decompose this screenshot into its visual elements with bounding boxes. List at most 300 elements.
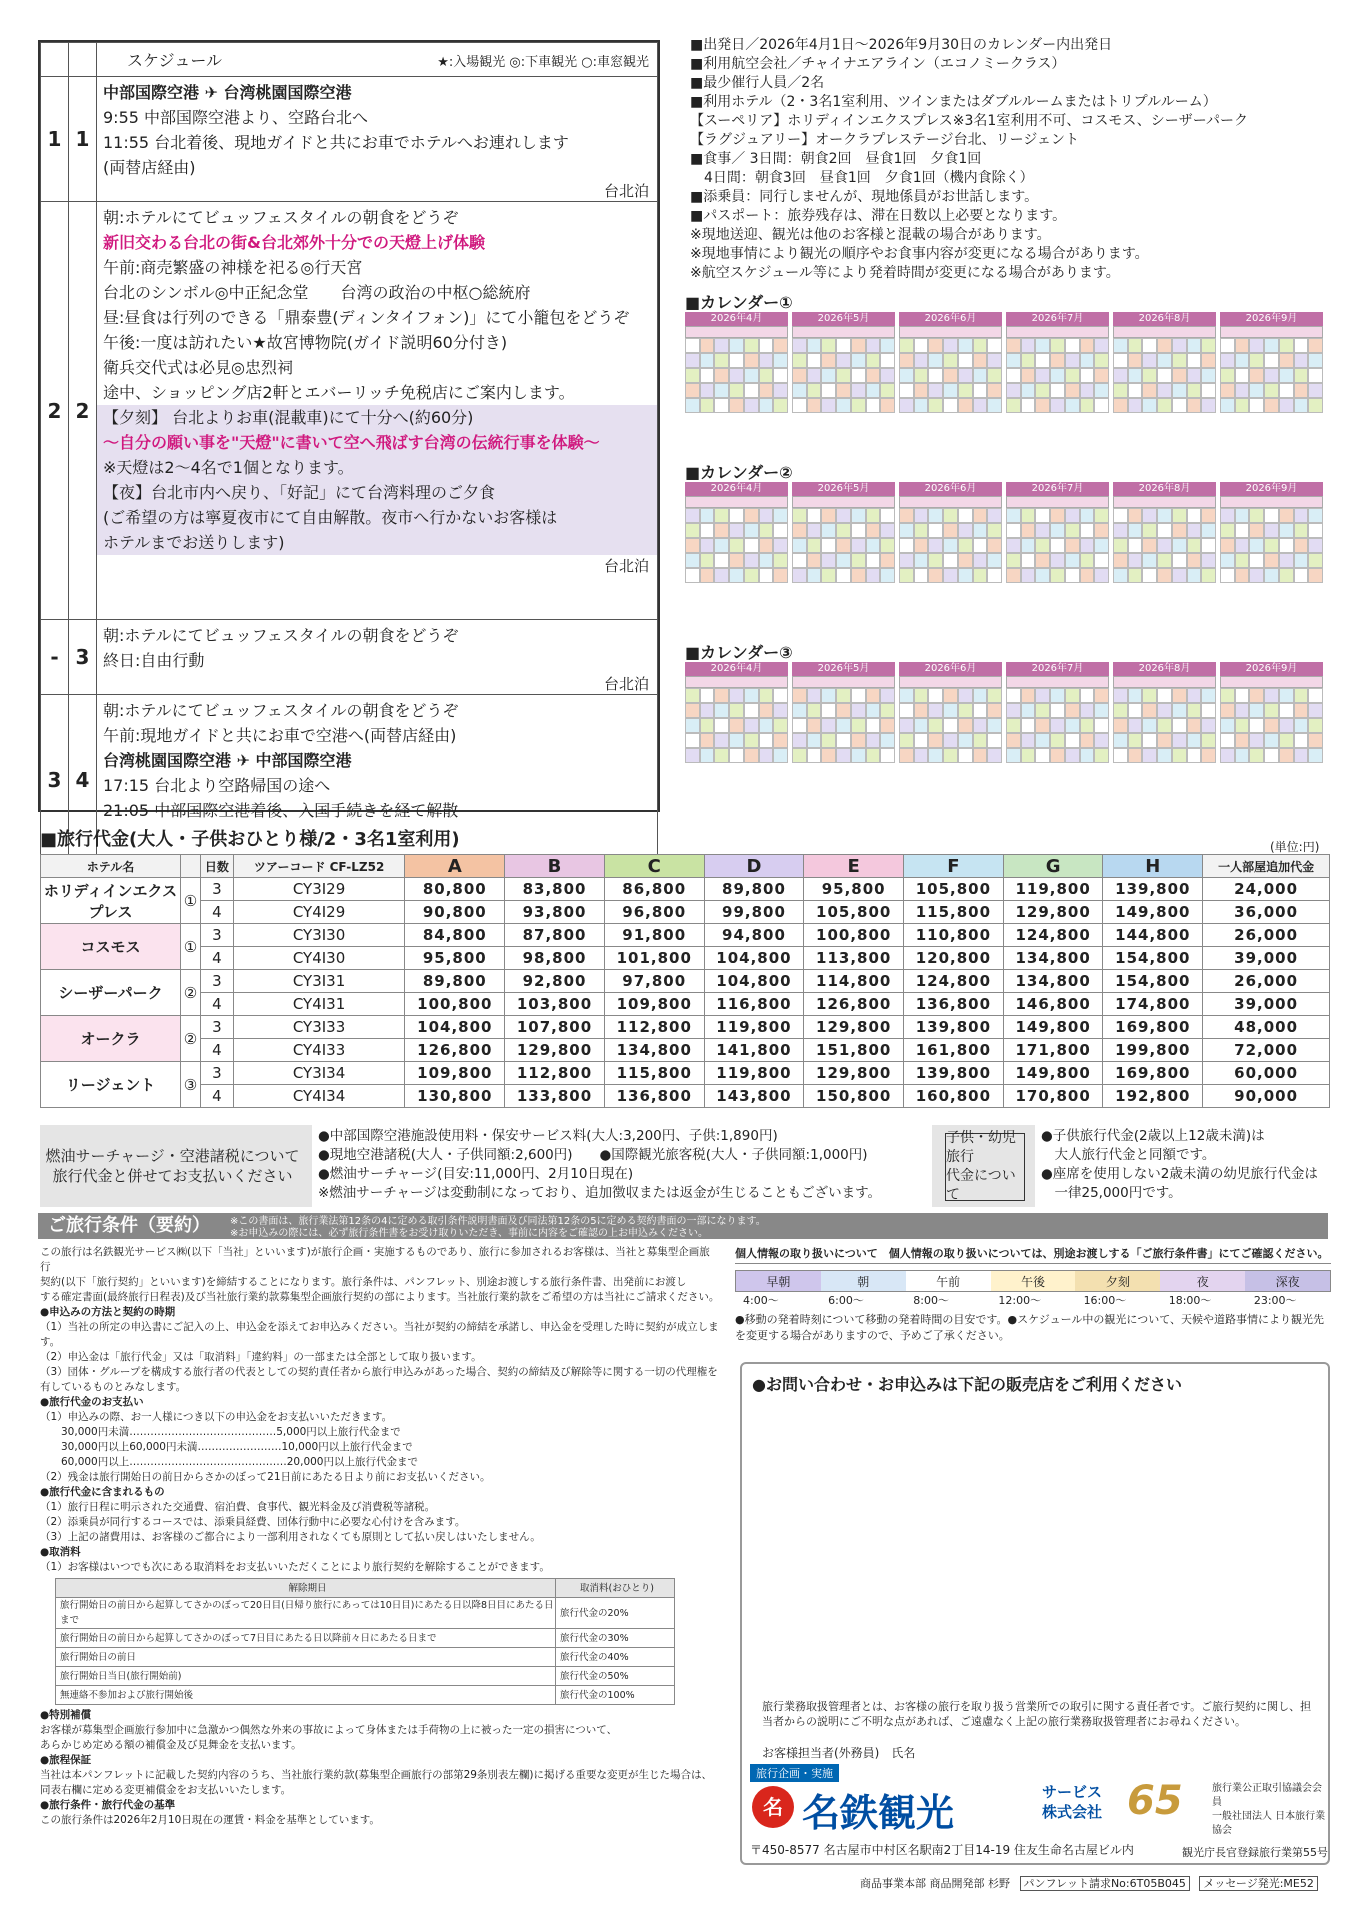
calendar-cell — [1308, 703, 1323, 718]
single-supplement: 72,000 — [1203, 1039, 1330, 1062]
price-cell: 129,800 — [1003, 901, 1103, 924]
fuel-item: ※燃油サーチャージは変動制になっており、追加徴収または返金が生じることもございます。 — [318, 1185, 882, 1201]
association-1: 旅行業公正取引協議会会員 — [1212, 1783, 1322, 1808]
calendar-cell — [685, 508, 700, 523]
price-cell: 115,800 — [904, 901, 1004, 924]
calendar-cell — [1249, 353, 1264, 368]
price-cell: 144,800 — [1103, 924, 1203, 947]
calendar-cell — [1006, 703, 1021, 718]
calendar-cell — [899, 688, 914, 703]
terms-line: お客様が募集型企画旅行参加中に急激かつ偶然な外来の事故によって身体または手荷物の上に被った一定の損害について、 — [40, 1724, 618, 1736]
price-cell: 133,800 — [505, 1085, 605, 1108]
single-supplement: 36,000 — [1203, 901, 1330, 924]
calendar-cell — [729, 748, 744, 763]
cancel-header: 解除期日 — [56, 1579, 556, 1598]
cancel-cell: 旅行開始日当日(旅行開始前) — [56, 1667, 556, 1686]
calendar-cell — [1094, 383, 1109, 398]
terms-line: ●旅行代金のお支払い — [40, 1396, 144, 1408]
price-cell: 199,800 — [1103, 1039, 1203, 1062]
month-grid — [1113, 508, 1216, 583]
calendar-cell — [1308, 368, 1323, 383]
calendar-cell — [773, 398, 788, 413]
calendar-cell — [744, 553, 759, 568]
calendar-cell — [773, 553, 788, 568]
calendar-cell — [1142, 383, 1157, 398]
calendar-cell — [821, 353, 836, 368]
calendar-cell — [759, 553, 774, 568]
calendar-cell — [1187, 338, 1202, 353]
calendar-cell — [1187, 568, 1202, 583]
calendar-cell — [792, 538, 807, 553]
calendar-cell — [836, 523, 851, 538]
cancel-cell: 無連絡不参加および旅行開始後 — [56, 1686, 556, 1705]
calendar-cell — [851, 398, 866, 413]
row-days: 3 — [201, 970, 234, 993]
calendar-cell — [773, 508, 788, 523]
calendar-cell — [700, 703, 715, 718]
calendar-cell — [1201, 338, 1216, 353]
calendar-cell — [914, 383, 929, 398]
calendar-cell — [851, 733, 866, 748]
price-cell: 90,800 — [405, 901, 505, 924]
calendar-cell — [729, 353, 744, 368]
calendar-cell — [973, 398, 988, 413]
calendar-cell — [1006, 383, 1021, 398]
calendar-cell — [973, 733, 988, 748]
calendar-cell — [744, 338, 759, 353]
col-code: ツアーコード CF-LZ52 — [233, 855, 405, 878]
calendar-cell — [1187, 523, 1202, 538]
terms-line: 当社は本パンフレットに記載した契約内容のうち、当社旅行業約款(募集型企画旅行の部第29条別表左欄)に掲げる重要な変更が生じた場合は、同表右欄に定める変更補償金をお支払いいたします。 — [40, 1769, 713, 1796]
calendar-cell — [1235, 353, 1250, 368]
calendar-cell — [866, 538, 881, 553]
calendar-cell — [700, 353, 715, 368]
calendar-cell — [1050, 523, 1065, 538]
calendar-cell — [1279, 688, 1294, 703]
calendar-cell — [943, 523, 958, 538]
schedule-line: 朝:ホテルにてビュッフェスタイルの朝食をどうぞ — [103, 701, 459, 720]
calendar-cell — [928, 553, 943, 568]
hotel-name: オークラ — [41, 1016, 181, 1062]
schedule-line: 21:05 中部国際空港着後、入国手続きを経て解散 — [103, 801, 459, 820]
calendar-cell — [1294, 553, 1309, 568]
info-line: ■食事／ 3日間：朝食2回 昼食1回 夕食1回 — [690, 151, 982, 167]
cancel-cell: 旅行開始日の前日 — [56, 1648, 556, 1667]
calendar-cell — [792, 523, 807, 538]
calendar-cell — [973, 508, 988, 523]
calendar-cell — [729, 368, 744, 383]
price-cell: 126,800 — [804, 993, 904, 1016]
calendar-cell — [987, 353, 1002, 368]
price-cell: 119,800 — [704, 1016, 804, 1039]
calendar-cell — [1094, 703, 1109, 718]
row-days: 3 — [201, 878, 234, 901]
calendar-cell — [1142, 718, 1157, 733]
schedule-line: (ご希望の方は寧夏夜市にて自由解散。夜市へ行かないお客様は — [97, 505, 657, 530]
grade-a: A — [405, 855, 505, 878]
calendar-cell — [729, 733, 744, 748]
calendar-cell — [943, 368, 958, 383]
fuel-item: ●現地空港諸税(大人・子供同額:2,600円) ●国際観光旅客税(大人・子供同額:1,000円) — [318, 1147, 868, 1163]
calendar-cell — [1172, 523, 1187, 538]
calendar-month — [1113, 312, 1216, 413]
calendar-cell — [714, 383, 729, 398]
calendar-cell — [958, 508, 973, 523]
calendar-cell — [1279, 748, 1294, 763]
calendar-cell — [1113, 353, 1128, 368]
price-cell: 103,800 — [505, 993, 605, 1016]
calendar-cell — [1294, 733, 1309, 748]
row-days: 4 — [201, 947, 234, 970]
calendar-cell — [1157, 553, 1172, 568]
calendar-cell — [880, 688, 895, 703]
month-grid — [899, 508, 1002, 583]
calendar-cell — [700, 538, 715, 553]
calendar-cell — [1080, 703, 1095, 718]
calendar-cell — [914, 523, 929, 538]
calendar-cell — [958, 523, 973, 538]
calendar-cell — [1142, 538, 1157, 553]
calendar-cell — [759, 538, 774, 553]
calendar-cell — [1235, 523, 1250, 538]
calendar-cell — [1279, 568, 1294, 583]
price-cell: 141,800 — [704, 1039, 804, 1062]
price-cell: 151,800 — [804, 1039, 904, 1062]
calendar-cell — [1220, 553, 1235, 568]
calendar-cell — [1142, 688, 1157, 703]
calendar-cell — [1142, 398, 1157, 413]
terms-note-2: ※お申込みの際には、必ず旅行条件書をお受け取りいただき、事前に内容をご確認の上お申込みください。 — [230, 1228, 708, 1239]
calendar-cell — [836, 748, 851, 763]
company-sub-1: サービス — [1042, 1783, 1103, 1801]
calendar-cell — [1235, 568, 1250, 583]
inquiry-box — [740, 1362, 1330, 1865]
cancel-cell: 旅行代金の40% — [556, 1648, 675, 1667]
single-supplement: 39,000 — [1203, 993, 1330, 1016]
row-days: 4 — [201, 1039, 234, 1062]
calendar-cell — [1128, 733, 1143, 748]
grade-g: G — [1003, 855, 1103, 878]
terms-header: ご旅行条件（要約） — [38, 1213, 1328, 1239]
terms-line: （2）申込金は「旅行代金」又は「取消料」「違約料」の一部または全部として取り扱います。 — [40, 1351, 482, 1363]
calendar-cell — [899, 338, 914, 353]
calendar-cell — [943, 383, 958, 398]
calendar-cell — [866, 703, 881, 718]
weekday-row — [1220, 676, 1323, 688]
calendar-cell — [1080, 383, 1095, 398]
calendar-cell — [792, 508, 807, 523]
inquiry-title: ●お問い合わせ・お申込みは下記の販売店をご利用ください — [752, 1375, 1182, 1394]
info-line: ■利用ホテル（2・3名1室利用、ツインまたはダブルルームまたはトリプルルーム） — [690, 94, 1217, 110]
calendar-cell — [1113, 398, 1128, 413]
calendar-cell — [700, 553, 715, 568]
calendar-cell — [773, 338, 788, 353]
calendar-cell — [1035, 538, 1050, 553]
calendar-month — [792, 662, 895, 763]
calendar-cell — [987, 368, 1002, 383]
calendar-cell — [729, 398, 744, 413]
hotel-stay: 台北泊 — [603, 557, 649, 575]
calendar-cell — [1187, 718, 1202, 733]
calendar-cell — [1264, 553, 1279, 568]
calendar-cell — [1035, 553, 1050, 568]
calendar-cell — [1187, 733, 1202, 748]
single-supplement: 24,000 — [1203, 878, 1330, 901]
calendar-cell — [759, 733, 774, 748]
calendar-cell — [836, 383, 851, 398]
month-header: 2026年4月 — [685, 312, 788, 326]
calendar-cell — [914, 538, 929, 553]
calendar-cell — [1249, 538, 1264, 553]
schedule-line: 途中、ショッピング店2軒とエバーリッチ免税店にご案内します。 — [103, 383, 575, 402]
calendar-cell — [1050, 383, 1065, 398]
calendar-cell — [744, 383, 759, 398]
calendar-cell — [1021, 748, 1036, 763]
calendar-cell — [792, 553, 807, 568]
calendar-cell — [685, 538, 700, 553]
calendar-cell — [851, 688, 866, 703]
day-col-a: 2 — [41, 202, 69, 620]
calendar-cell — [1080, 338, 1095, 353]
calendar-month — [1006, 482, 1109, 583]
terms-line: ●旅程保証 — [40, 1754, 92, 1766]
month-header: 2026年8月 — [1113, 312, 1216, 326]
calendar-cell — [1279, 553, 1294, 568]
grade-h: H — [1103, 855, 1203, 878]
price-title: ■旅行代金(大人・子供おひとり様/2・3名1室利用) — [40, 829, 460, 850]
time-period-bar — [735, 1270, 1331, 1292]
calendar-cell — [1308, 688, 1323, 703]
calendar-month — [1220, 662, 1323, 763]
calendar-cell — [1035, 508, 1050, 523]
price-cell: 91,800 — [604, 924, 704, 947]
calendar-cell — [1187, 553, 1202, 568]
calendar-cell — [1094, 338, 1109, 353]
price-cell: 124,800 — [1003, 924, 1103, 947]
calendar-cell — [1080, 523, 1095, 538]
calendar-cell — [866, 508, 881, 523]
calendar-cell — [1308, 338, 1323, 353]
calendar-cell — [851, 538, 866, 553]
schedule-legend: ★:入場観光 ◎:下車観光 ○:車窓観光 — [437, 55, 649, 70]
calendar-cell — [928, 368, 943, 383]
price-cell: 149,800 — [1003, 1062, 1103, 1085]
calendar-cell — [836, 338, 851, 353]
association-info — [1212, 1782, 1328, 1838]
calendar-cell — [1279, 733, 1294, 748]
calendar-cell — [1220, 353, 1235, 368]
month-grid — [1220, 688, 1323, 763]
calendar-cell — [1065, 523, 1080, 538]
price-cell: 119,800 — [1003, 878, 1103, 901]
calendar-cell — [714, 688, 729, 703]
calendar-cell — [1113, 553, 1128, 568]
calendar-cell — [759, 568, 774, 583]
calendar-cell — [987, 553, 1002, 568]
schedule-line: 9:55 中部国際空港より、空路台北へ — [103, 108, 369, 127]
weekday-row — [685, 496, 788, 508]
calendar-cell — [1264, 508, 1279, 523]
month-grid — [1113, 338, 1216, 413]
calendar-cell — [1279, 368, 1294, 383]
calendar-cell — [851, 703, 866, 718]
calendar-cell — [1006, 538, 1021, 553]
calendar-cell — [1080, 688, 1095, 703]
calendar-cell — [1035, 353, 1050, 368]
calendar-cell — [973, 383, 988, 398]
calendar-cell — [987, 338, 1002, 353]
calendar-cell — [1021, 368, 1036, 383]
calendar-cell — [744, 538, 759, 553]
price-cell: 110,800 — [904, 924, 1004, 947]
calendar-cell — [914, 733, 929, 748]
price-cell: 169,800 — [1103, 1016, 1203, 1039]
calendar-cell — [759, 748, 774, 763]
calendar-cell — [987, 508, 1002, 523]
manager-note: 旅行業務取扱管理者とは、お客様の旅行を取り扱う営業所での取引に関する責任者です。ご旅行契約に関し、担当者からの説明にご不明な点があれば、ご遠慮なく上記の旅行業務取扱管理者にお尋ねください。 — [762, 1700, 1312, 1728]
calendar-cell — [1172, 688, 1187, 703]
month-grid — [1006, 338, 1109, 413]
terms-line: この旅行条件は2026年2月10日現在の運賃・料金を基準としています。 — [40, 1814, 380, 1826]
calendar-cell — [1128, 383, 1143, 398]
calendar-cell — [685, 353, 700, 368]
calendar-cell — [744, 568, 759, 583]
info-line: ※航空スケジュール等により発着時間が変更になる場合があります。 — [690, 265, 1120, 281]
calendar-cell — [807, 733, 822, 748]
calendar-cell — [1308, 523, 1323, 538]
price-cell: 105,800 — [904, 878, 1004, 901]
calendar-cell — [1279, 383, 1294, 398]
calendar-cell — [1201, 703, 1216, 718]
calendar-cell — [1065, 748, 1080, 763]
calendar-cell — [1264, 688, 1279, 703]
calendar-cell — [1006, 553, 1021, 568]
calendar-cell — [1142, 508, 1157, 523]
info-line: ■最少催行人員／2名 — [690, 75, 825, 91]
calendar-cell — [1201, 748, 1216, 763]
calendar-cell — [773, 368, 788, 383]
calendar-cell — [851, 338, 866, 353]
calendar-cell — [1050, 538, 1065, 553]
footer-dept: 商品事業本部 商品開発部 杉野 — [860, 1877, 1010, 1890]
calendar-cell — [943, 748, 958, 763]
price-cell: 146,800 — [1003, 993, 1103, 1016]
calendar-cell — [1006, 523, 1021, 538]
tour-code: CY3I29 — [233, 878, 405, 901]
price-cell: 143,800 — [704, 1085, 804, 1108]
terms-line: （1）お客様はいつでも次にある取消料をお支払いいただくことにより旅行契約を解除することができます。 — [40, 1561, 550, 1573]
calendar-cell — [1264, 523, 1279, 538]
time-label: 16:00〜 — [1083, 1294, 1127, 1307]
weekday-row — [899, 676, 1002, 688]
price-cell: 139,800 — [1103, 878, 1203, 901]
month-header: 2026年4月 — [685, 482, 788, 496]
cancel-cell: 旅行代金の20% — [556, 1598, 675, 1629]
price-cell: 171,800 — [1003, 1039, 1103, 1062]
calendar-month — [685, 482, 788, 583]
privacy-section — [735, 1245, 1331, 1344]
calendar-cell — [1308, 553, 1323, 568]
calendar-cell — [1080, 368, 1095, 383]
calendar-cell — [1065, 733, 1080, 748]
calendar-cell — [899, 718, 914, 733]
calendar-cell — [792, 718, 807, 733]
calendar-cell — [685, 383, 700, 398]
terms-line: （1）当社の所定の申込書にご記入の上、申込金を添えてお申込みください。当社が契約の締結を承諾し、申込金を受理した時に契約が成立します。 — [40, 1321, 719, 1348]
calendar-cell — [685, 703, 700, 718]
calendar-cell — [1080, 538, 1095, 553]
price-cell: 113,800 — [804, 947, 904, 970]
calendar-cell — [1113, 568, 1128, 583]
grade-c: C — [604, 855, 704, 878]
calendar-cell — [1157, 523, 1172, 538]
calendar-cell — [928, 383, 943, 398]
calendar-cell — [744, 398, 759, 413]
calendar-cell — [1021, 733, 1036, 748]
price-cell: 136,800 — [904, 993, 1004, 1016]
calendar-cell — [700, 748, 715, 763]
calendar-cell — [807, 353, 822, 368]
calendar-cell — [744, 508, 759, 523]
calendar-cell — [928, 718, 943, 733]
calendar-cell — [1021, 508, 1036, 523]
calendar-cell — [1172, 368, 1187, 383]
calendar-cell — [729, 688, 744, 703]
calendar-cell — [866, 748, 881, 763]
calendar-cell — [1080, 748, 1095, 763]
fuel-item: ●中部国際空港施設使用料・保安サービス料(大人:3,200円、子供:1,890円) — [318, 1128, 778, 1144]
schedule-line: 中部国際空港 ✈ 台湾桃園国際空港 — [103, 83, 352, 102]
time-period: 夕刻 — [1075, 1271, 1160, 1291]
month-header: 2026年8月 — [1113, 662, 1216, 676]
calendar-cell — [1157, 733, 1172, 748]
calendar-cell — [759, 398, 774, 413]
calendar-cell — [807, 338, 822, 353]
terms-line: （3）上記の諸費用は、お客様のご都合により一部利用されなくても原則として払い戻しはいたしません。 — [40, 1531, 541, 1543]
calendar-cell — [773, 383, 788, 398]
calendar-cell — [899, 508, 914, 523]
calendar-cell — [1142, 338, 1157, 353]
calendar-cell — [866, 688, 881, 703]
calendar-cell — [880, 748, 895, 763]
calendar-cell — [1220, 748, 1235, 763]
calendar-cell — [1080, 718, 1095, 733]
price-cell: 109,800 — [405, 1062, 505, 1085]
calendar-cell — [729, 338, 744, 353]
calendar-cell — [943, 688, 958, 703]
price-cell: 89,800 — [405, 970, 505, 993]
price-cell: 115,800 — [604, 1062, 704, 1085]
calendar-cell — [866, 353, 881, 368]
calendar-cell — [821, 508, 836, 523]
calendar-cell — [1235, 508, 1250, 523]
calendar-cell — [1065, 353, 1080, 368]
weekday-row — [1006, 676, 1109, 688]
month-grid — [899, 688, 1002, 763]
tour-info — [690, 36, 1330, 283]
calendar-cell — [1128, 553, 1143, 568]
terms-line: （3）団体・グループを構成する旅行者の代表としての契約責任者から旅行申込みがあった場合、契約の締結及び解除等に関する一切の代理権を有しているものとみなします。 — [40, 1366, 718, 1393]
calendar-cell — [1308, 398, 1323, 413]
calendar-cell — [1308, 568, 1323, 583]
calendar-cell — [1050, 718, 1065, 733]
calendar-cell — [729, 718, 744, 733]
calendar-cell — [1006, 368, 1021, 383]
calendar-cell — [1065, 538, 1080, 553]
calendar-cell — [1094, 748, 1109, 763]
calendar-cell — [1157, 688, 1172, 703]
month-grid — [685, 338, 788, 413]
